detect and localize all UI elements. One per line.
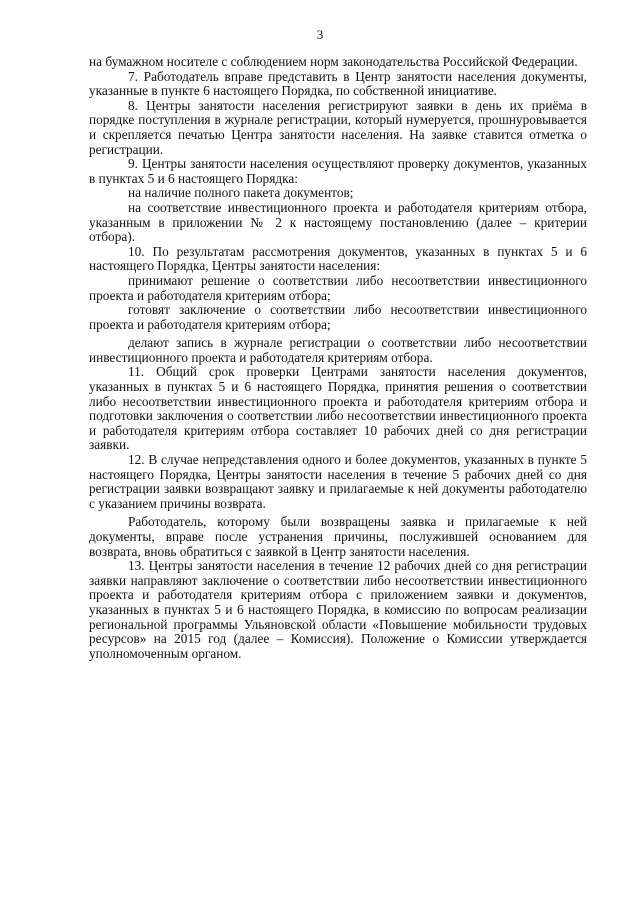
paragraph: 11. Общий срок проверки Центрами занятости населения документов, указанных в пунктах 5 и 6 настоящего Порядка, принятия решения о соответствии либо несоответствии инвестиционного проекта и работодателя критериям отбора и подготовки заключения о соответствии либо несоответствии инвестиционного проекта и работодателя критериям отбора составляет 10 рабочих дней со дня регистрации заявки. xyxy=(89,364,587,453)
paragraph: готовят заключение о соответствии либо несоответствии инвестиционного проекта и работодателя критериям отбора; xyxy=(89,302,587,332)
paragraph: 10. По результатам рассмотрения документов, указанных в пунктах 5 и 6 настоящего Порядка, Центры занятости населения: xyxy=(89,243,587,274)
page-number: 3 xyxy=(316,27,324,42)
paragraph: 9. Центры занятости населения осуществляют проверку документов, указанных в пунктах 5 и 6 настоящего Порядка: xyxy=(89,156,587,186)
paragraph: на наличие полного пакета документов; xyxy=(128,185,354,201)
paragraph: 7. Работодатель вправе представить в Центр занятости населения документы, указанные в пункте 6 настоящего Порядка, по собственной инициативе. xyxy=(89,68,587,99)
paragraph: 12. В случае непредставления одного и более документов, указанных в пункте 5 настоящего Порядка, Центры занятости населения в течение 5 рабочих дней со дня регистрации заявки возвращают заявку и прилагаемые к ней документы работодателю с указанием причины возврата. xyxy=(89,452,587,511)
paragraph: принимают решение о соответствии либо несоответствии инвестиционного проекта и работодателя критериям отбора; xyxy=(89,272,587,303)
paragraph: делают запись в журнале регистрации о соответствии либо несоответствии инвестиционного проекта и работодателя критериям отбора. xyxy=(89,335,587,365)
paragraph: на бумажном носителе с соблюдением норм законодательства Российской Федерации. xyxy=(89,54,578,69)
paragraph: на соответствие инвестиционного проекта и работодателя критериям отбора, указанным в приложении № 2 к настоящему постановлению (далее – критерии отбора). xyxy=(89,199,587,245)
paragraph: 8. Центры занятости населения регистрируют заявки в день их приёма в порядке поступления в журнале регистрации, который нумеруется, прошнуровывается и скрепляется печатью Центра занятости населения. На заявке ставится отметка о регистрации. xyxy=(89,97,587,157)
document-body xyxy=(89,55,587,661)
paragraph: Работодатель, которому были возвращены заявка и прилагаемые к ней документы, вправе после устранения причины, послужившей основанием для возврата, вновь обратиться с заявкой в Центр занятости населения. xyxy=(89,514,587,559)
paragraph: 13. Центры занятости населения в течение 12 рабочих дней со дня регистрации заявки направляют заключение о соответствии либо несоответствии инвестиционного проекта и работодателя критериям отбора с приложением заявки и документов, указанных в пунктах 5 и 6 настоящего Порядка, в комиссию по вопросам реализации региональной программы Ульяновской области «Повышение мобильности трудовых ресурсов» на 2015 год (далее – Комиссия). Положение о Комиссии утверждается уполномоченным органом. xyxy=(89,558,587,661)
